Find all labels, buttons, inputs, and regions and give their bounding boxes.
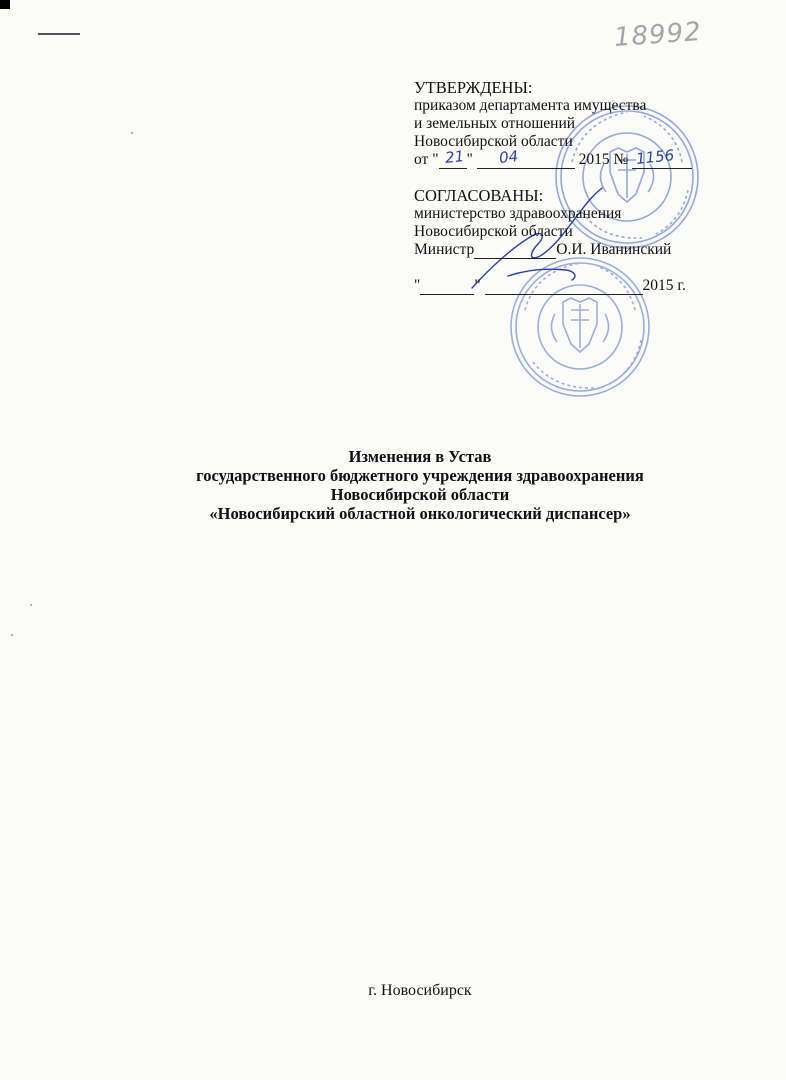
date-close-quote: " (474, 277, 481, 294)
agreed-heading: СОГЛАСОВАНЫ: (414, 186, 544, 205)
approved-line: и земельных отношений (414, 115, 576, 132)
order-month-handwritten: 04 (497, 147, 519, 167)
scan-dash-mark (38, 33, 80, 35)
agreement-year: 2015 г. (642, 277, 686, 294)
title-line: Новосибирской области (330, 485, 510, 504)
document-title (0, 447, 786, 523)
city-name: г. Новосибирск (368, 982, 472, 999)
approval-block (414, 79, 734, 295)
scan-speck (30, 604, 32, 606)
title-line: «Новосибирский областной онкологический диспансер» (209, 504, 631, 523)
order-month-blank (477, 147, 575, 169)
order-prefix: от " (414, 151, 439, 168)
agreement-day-blank (420, 278, 474, 295)
agreed-line: министерство здравоохранения (414, 205, 622, 222)
order-date-line (414, 146, 734, 169)
signature-blank (474, 242, 556, 259)
order-quote: " (466, 151, 473, 168)
agreed-line: Новосибирской области (414, 223, 573, 240)
scan-corner-mark (0, 0, 10, 9)
scan-speck (11, 634, 13, 636)
agreement-date-line (414, 277, 734, 295)
title-line: Изменения в Устав (348, 447, 492, 466)
agreement-month-blank (485, 278, 643, 295)
approved-heading: УТВЕРЖДЕНЫ: (414, 78, 533, 97)
order-year: 2015 № (578, 151, 629, 168)
title-line: государственного бюджетного учреждения здравоохранения (196, 466, 644, 485)
order-day-blank (439, 147, 467, 169)
order-number-blank (632, 146, 692, 169)
approved-line: Новосибирской области (414, 133, 573, 150)
minister-label: Министр (414, 241, 475, 258)
handwritten-registration-number: 18992 (613, 16, 703, 54)
scan-speck (131, 132, 133, 134)
date-open-quote: " (414, 277, 421, 294)
minister-name: О.И. Иванинский (556, 241, 672, 258)
order-number-handwritten: 1156 (635, 146, 676, 168)
order-day-handwritten: 21 (443, 147, 465, 167)
minister-line (414, 241, 734, 259)
approved-line: приказом департамента имущества (414, 97, 647, 114)
